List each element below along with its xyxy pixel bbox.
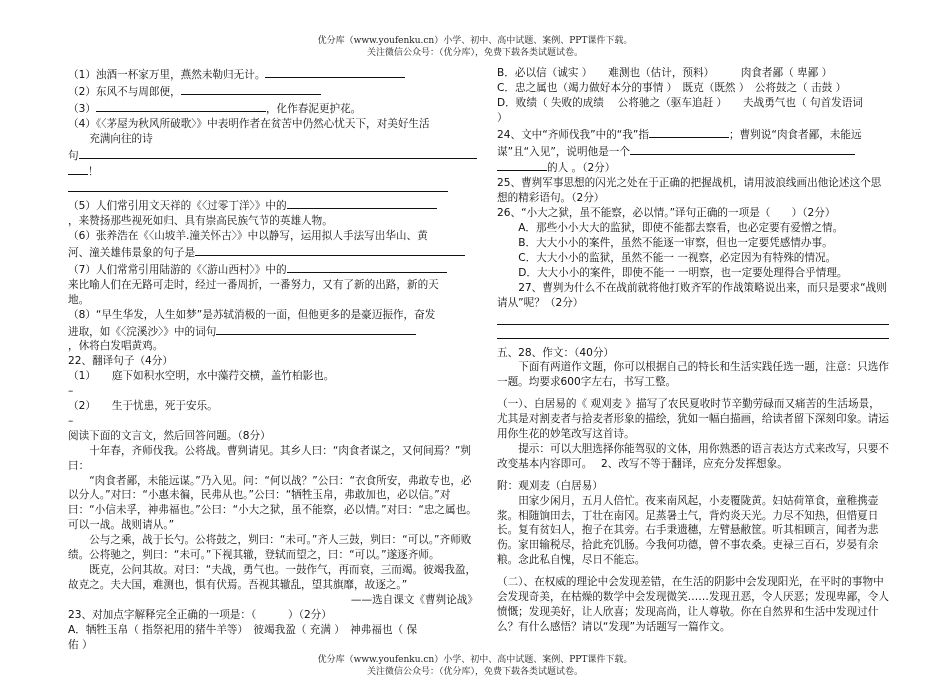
passage-para-3: 公与之乘，战于长勺。公将鼓之，刿曰：“未可。”齐人三鼓，刿曰：“可以。”齐师败绩。公将驰之，刿曰：“未可。”下视其辙，登轼而望之，曰：“可以。”遂逐齐师。 <box>68 534 472 562</box>
q21-2: （2）东风不与周郎便， <box>68 83 478 100</box>
q21-5: （5）人们常引用文天祥的《〈过零丁洋〉》中的 <box>68 197 478 214</box>
poem-text: 田家少闲月，五月人倍忙。夜来南风起，小麦覆陇黄。妇姑荷箪食，童稚携壶浆。相随饷田去，丁壮在南冈。足蒸暑土气，背灼炎天光。力尽不知热，但惜夏日长。复有贫妇人，抱子在其旁。右手秉遗穗，左臂悬敝筐。听其相顾言，闻者为悲伤。家田输税尽，拾此充饥肠。今我何功德，曾不事农桑。吏禄三百石，岁晏有余粮。念此私自愧，尽日不能忘。 <box>497 494 879 567</box>
q24: 24、文中“齐师伐我”中的“我”指 ；曹刿说“肉食者鄙，未能远 <box>497 126 889 143</box>
passage-para-4: 既克，公问其故。对曰：“夫战，勇气也。一鼓作气，再而衰，三而竭。彼竭我盈，故克之。夫大国，难测也，惧有伏焉。吾视其辙乱，望其旗靡，故逐之。” <box>68 564 477 591</box>
q23-option-a-cont: 佑 ） <box>68 638 93 651</box>
q22-1: （1） 庭下如积水空明，水中藻荇交横，盖竹柏影也。 <box>68 370 335 383</box>
q21-7-cont2: 地。 <box>68 293 90 306</box>
q21-8-cont2: ，休将白发唱黄鸡。 <box>68 340 164 353</box>
q26-option-c: C．大大小小的监狱，虽然不能一 一视察，必定因为有特殊的情况。 <box>518 251 837 264</box>
passage-para-2: “肉食者鄙，未能远谋。”乃入见。问：“何以战？”公曰：“衣食所安，弗敢专也，必以分人。”对曰：“小惠未徧，民弗从也。”公曰：“牺牲玉帛，弗敢加也，必以信。”对曰：“小信未孚，神弗福也。”公曰：“小大之狱，虽不能察，必以情。”对曰：“忠之属也。可以一战。战则请从。” <box>68 474 477 532</box>
composition-2: （二）、在权威的理论中会发现差错，在生活的阴影中会发现阳光，在平时的事物中会发现奇美，在枯燥的数学中会发现微笑……发现丑恶，令人厌恶；发现卑鄙，令人愤慨；发现美好，让人欣喜；发现高尚，让人尊敬。你在自然界和生活中发现过什么？有什么感悟？请以“发现”为话题写一篇作文。 <box>497 576 889 633</box>
q22-title: 22、翻译句子（4分） <box>68 355 173 368</box>
q21-3: （3） ，化作春泥更护花。 <box>68 100 478 117</box>
q21-6: （6）张养浩在《〈山坡羊.潼关怀古〉》中以静写，运用拟人手法写出华山、黄 <box>68 230 428 243</box>
q25: 25、曹刿军事思想的闪光之处在于正确的把握战机，请用波浪线画出他论述这个思想的精彩语句。（2分） <box>497 177 882 205</box>
q21-5-cont: ，来赞扬那些视死如归、具有崇高民族气节的英雄人物。 <box>68 215 333 228</box>
q23-option-d: D．败绩（ 失败的成绩 公将驰之（驱车追赶 ） 夫战勇气也（ 句首发语词 <box>497 96 863 109</box>
q21-8: （8）“早生华发，人生如梦”是苏轼消极的一面，但他更多的是豪迈振作，奋发 <box>68 308 436 321</box>
reading-intro: 阅读下面的文言文，然后回答问题。（8分） <box>68 429 271 442</box>
q22-2: （2） 生于忧患，死于安乐。 <box>68 400 218 413</box>
q22-2-dash: – <box>68 414 74 427</box>
q23-option-a: A．牺牲玉帛（ 指祭祀用的猪牛羊等） 彼竭我盈（ 充满 ） 神弗福也（ 保 <box>68 623 418 636</box>
q21-8-cont: 进取，如《〈浣溪沙〉》中的词句 <box>68 323 478 340</box>
q21-1: （1）浊酒一杯家万里，燕然未勒归无计。 <box>68 66 478 83</box>
q26-option-d: D．大大小小的案件，即使不能一 一明察，也一定要处理得合乎情理。 <box>518 266 848 279</box>
header-line-2: 关注微信公众号：（优分库），免费下载各类试题试卷。 <box>366 48 583 58</box>
q28-title: 五、28、作文：（40分） <box>497 346 615 359</box>
q21-4-cont: 充满向往的诗 <box>89 132 153 145</box>
composition-1-hint: 提示：可以大胆选择你能驾驭的文体，用你熟悉的语言表达方式来改写，只要不改变基本内容即可。 2、改写不等于翻译，应充分发挥想象。 <box>497 442 889 470</box>
q27-answer-line-1 <box>497 311 889 325</box>
q23-option-c: C．忠之属也（竭力做好本分的事情 ） 既克（既然 ） 公将鼓之（ 击鼓 ） <box>497 81 847 94</box>
q24-cont2: 的人 。（2分） <box>497 159 889 176</box>
passage-source: ——选自课文《曹刿论战》 <box>350 593 478 606</box>
q26-option-b: B．大大小小的案件，虽然不能逐一审察，但也一定要凭感情办事。 <box>518 236 833 249</box>
header-line-1: 优分库（www.youfenku.cn）小学、初中、高中试题、案例、PPT课件下载。 <box>317 36 633 46</box>
q21-4-answer: 句 <box>68 147 478 164</box>
q24-cont: 谋”且“入见”，说明他是一个 <box>497 143 889 160</box>
q21-6-cont: 河、潼关雄伟景象的句子是 <box>68 244 478 261</box>
q27: 27、曹刿为什么不在战前就将他打败齐军的作战策略说出来，而只是要求“战则请从”呢？（2分） <box>497 281 887 309</box>
composition-1: （一）、白居易的《 观刈麦 》描写了农民夏收时节辛勤劳碌而又痛苦的生活场景，尤其是对割麦者与拾麦者形象的描绘，犹如一幅白描画，给读者留下深刻印象。请运用你生花的妙笔改写这首诗。 <box>497 398 889 441</box>
q26: 26、“小大之狱，虽不能察，必以情。”译句正确的一项是（ ）（2分） <box>497 207 836 220</box>
q23: 23、对加点字解释完全正确的一项是：（ ）（2分） <box>68 608 332 621</box>
q21-4-answer-2: ！ <box>68 163 478 197</box>
q26-option-a: A．那些小小大大的监狱，即使不能都去察看，也必定要有爱憎之情。 <box>518 222 844 235</box>
footer-line-1: 优分库（www.youfenku.cn）小学、初中、高中试题、案例、PPT课件下载。 <box>317 655 633 665</box>
q22-1-dash: – <box>68 385 74 398</box>
q21-7-cont: 来比喻人们在无路可走时，经过一番周折，一番努力，又有了新的出路，新的天 <box>68 278 439 291</box>
q21-7: （7）人们常常引用陆游的《〈游山西村〉》中的 <box>68 261 478 278</box>
poem-title: 附：观刈麦（白居易） <box>497 479 603 492</box>
left-column <box>68 66 478 652</box>
right-column <box>497 66 889 635</box>
passage-para-1: 十年春，齐师伐我。公将战。曹刿请见。其乡人曰：“肉食者谋之，又何间焉？”刿曰： <box>68 444 471 472</box>
q21-4: （4）《〈茅屋为秋风所破歌〉》中表明作者在贫苦中仍然心忧天下，对美好生活 <box>68 117 430 130</box>
q23-option-d-cont: ） <box>497 111 508 124</box>
page-header <box>0 35 950 59</box>
footer-line-2: 关注微信公众号：（优分库），免费下载各类试题试卷。 <box>366 667 583 677</box>
q27-answer-line-2 <box>497 325 889 339</box>
q28-intro: 下面有两道作文题，你可以根据自己的特长和生活实践任选一题，注意：只选作一题。均要求600字左右，书写工整。 <box>497 361 889 389</box>
page-footer <box>0 654 950 678</box>
q23-option-b: B．必以信（诚实 ） 难测也（估计，预料） 肉食者鄙（ 卑鄙 ） <box>497 67 833 79</box>
